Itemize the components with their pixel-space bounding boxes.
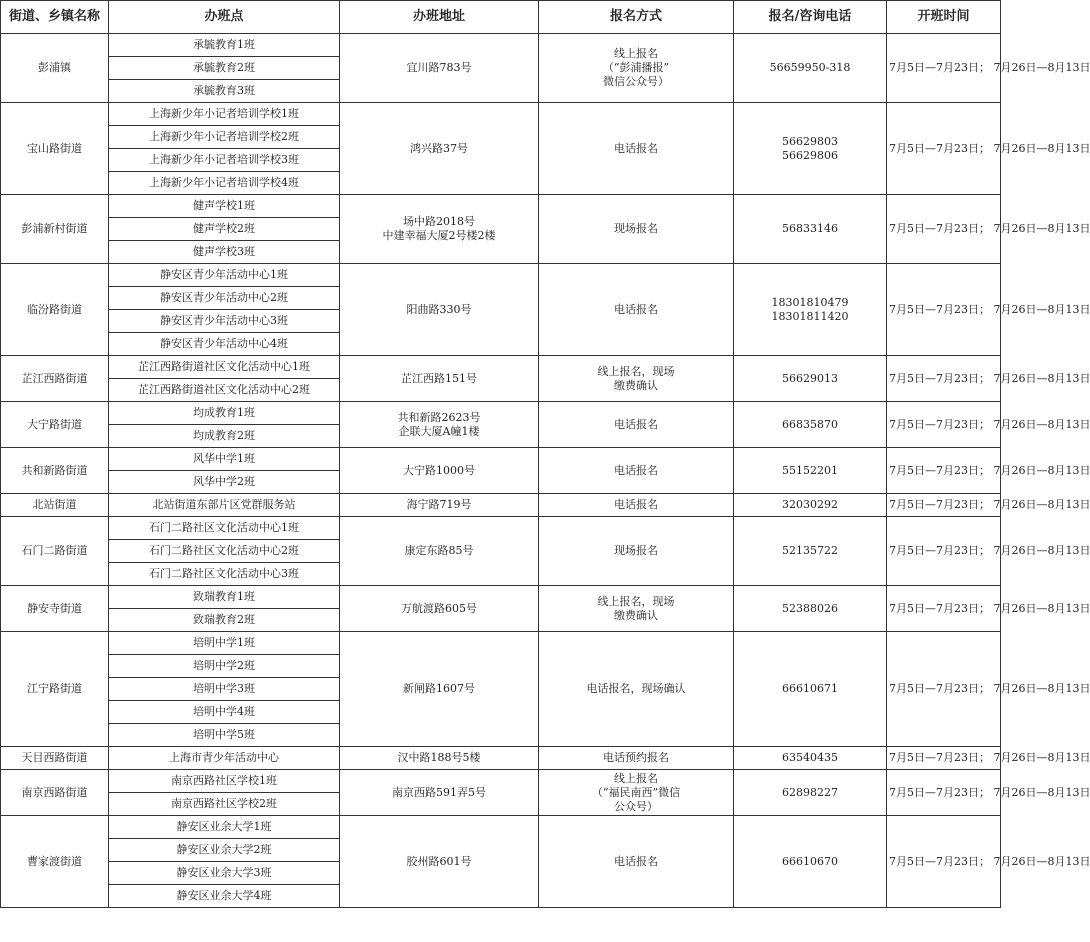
period-cell: 7月5日—7月23日； 7月26日—8月13日 [887,586,1001,632]
table-row [1,494,1001,517]
method-cell: 电话报名 [539,402,734,448]
table-row [1,816,1001,839]
address-cell: 共和新路2623号 企联大厦A幢1楼 [340,402,539,448]
address-cell: 南京西路591弄5号 [340,770,539,816]
table-row [1,34,1001,57]
district-cell: 北站街道 [1,494,109,517]
period-cell: 7月5日—7月23日； 7月26日—8月13日 [887,34,1001,103]
phone-cell: 18301810479 18301811420 [734,264,887,356]
address-cell: 汉中路188号5楼 [340,747,539,770]
site-cell: 承毓教育1班 [109,34,340,57]
phone-cell: 56659950-318 [734,34,887,103]
header-method: 报名方式 [539,1,734,34]
header-site: 办班点 [109,1,340,34]
address-cell: 胶州路601号 [340,816,539,908]
district-cell: 大宁路街道 [1,402,109,448]
phone-cell: 55152201 [734,448,887,494]
phone-cell: 32030292 [734,494,887,517]
period-cell: 7月5日—7月23日； 7月26日—8月13日 [887,494,1001,517]
method-cell: 现场报名 [539,517,734,586]
district-cell: 天目西路街道 [1,747,109,770]
site-cell: 上海新少年小记者培训学校2班 [109,126,340,149]
site-cell: 健声学校2班 [109,218,340,241]
address-cell: 海宁路719号 [340,494,539,517]
site-cell: 致瑞教育2班 [109,609,340,632]
site-cell: 静安区业余大学4班 [109,885,340,908]
table-row [1,448,1001,471]
site-cell: 风华中学2班 [109,471,340,494]
site-cell: 风华中学1班 [109,448,340,471]
district-cell: 芷江西路街道 [1,356,109,402]
period-cell: 7月5日—7月23日； 7月26日—8月13日 [887,195,1001,264]
period-cell: 7月5日—7月23日； 7月26日—8月13日 [887,517,1001,586]
district-cell: 江宁路街道 [1,632,109,747]
method-cell: 线上报名 （“福民南西”微信 公众号） [539,770,734,816]
table-body [1,34,1090,908]
table-row [1,402,1001,425]
site-cell: 南京西路社区学校2班 [109,793,340,816]
method-cell: 线上报名，现场 缴费确认 [539,586,734,632]
phone-cell: 56629803 56629806 [734,103,887,195]
district-cell: 石门二路街道 [1,517,109,586]
phone-cell: 63540435 [734,747,887,770]
table-row [1,356,1001,379]
site-cell: 致瑞教育1班 [109,586,340,609]
site-cell: 健声学校3班 [109,241,340,264]
phone-cell: 56629013 [734,356,887,402]
header-phone: 报名/咨询电话 [734,1,887,34]
method-cell: 线上报名，现场 缴费确认 [539,356,734,402]
site-cell: 芷江西路街道社区文化活动中心1班 [109,356,340,379]
phone-cell: 62898227 [734,770,887,816]
period-cell: 7月5日—7月23日； 7月26日—8月13日 [887,356,1001,402]
method-cell: 电话报名 [539,448,734,494]
period-cell: 7月5日—7月23日； 7月26日—8月13日 [887,264,1001,356]
site-cell: 培明中学1班 [109,632,340,655]
district-cell: 宝山路街道 [1,103,109,195]
header-district: 街道、乡镇名称 [1,1,109,34]
site-cell: 静安区青少年活动中心4班 [109,333,340,356]
site-cell: 承毓教育2班 [109,57,340,80]
method-cell: 电话报名 [539,816,734,908]
address-cell: 康定东路85号 [340,517,539,586]
period-cell: 7月5日—7月23日； 7月26日—8月13日 [887,402,1001,448]
phone-cell: 56833146 [734,195,887,264]
site-cell: 静安区业余大学3班 [109,862,340,885]
address-cell: 芷江西路151号 [340,356,539,402]
site-cell: 均成教育2班 [109,425,340,448]
phone-cell: 66610671 [734,632,887,747]
site-cell: 培明中学3班 [109,678,340,701]
method-cell: 电话报名，现场确认 [539,632,734,747]
phone-cell: 66610670 [734,816,887,908]
address-cell: 场中路2018号 中建幸福大厦2号楼2楼 [340,195,539,264]
site-cell: 静安区青少年活动中心1班 [109,264,340,287]
period-cell: 7月5日—7月23日； 7月26日—8月13日 [887,448,1001,494]
site-cell: 石门二路社区文化活动中心1班 [109,517,340,540]
phone-cell: 52135722 [734,517,887,586]
address-cell: 鸿兴路37号 [340,103,539,195]
district-cell: 彭浦新村街道 [1,195,109,264]
site-cell: 南京西路社区学校1班 [109,770,340,793]
site-cell: 静安区业余大学1班 [109,816,340,839]
address-cell: 宜川路783号 [340,34,539,103]
table-row [1,517,1001,540]
header-row [1,1,1001,34]
site-cell: 上海新少年小记者培训学校3班 [109,149,340,172]
phone-cell: 52388026 [734,586,887,632]
site-cell: 培明中学5班 [109,724,340,747]
site-cell: 均成教育1班 [109,402,340,425]
table-row [1,586,1001,609]
site-cell: 石门二路社区文化活动中心2班 [109,540,340,563]
address-cell: 阳曲路330号 [340,264,539,356]
district-cell: 临汾路街道 [1,264,109,356]
district-cell: 静安寺街道 [1,586,109,632]
method-cell: 电话报名 [539,494,734,517]
table-row [1,195,1001,218]
site-cell: 上海新少年小记者培训学校4班 [109,172,340,195]
site-cell: 承毓教育3班 [109,80,340,103]
header-address: 办班地址 [340,1,539,34]
site-cell: 静安区青少年活动中心3班 [109,310,340,333]
site-cell: 北站街道东部片区党群服务站 [109,494,340,517]
table-row [1,632,1001,655]
table-row [1,770,1001,793]
site-cell: 培明中学2班 [109,655,340,678]
table-row [1,264,1001,287]
site-cell: 静安区业余大学2班 [109,839,340,862]
period-cell: 7月5日—7月23日； 7月26日—8月13日 [887,632,1001,747]
method-cell: 电话报名 [539,103,734,195]
table-row [1,103,1001,126]
period-cell: 7月5日—7月23日； 7月26日—8月13日 [887,816,1001,908]
address-cell: 大宁路1000号 [340,448,539,494]
method-cell: 电话报名 [539,264,734,356]
method-cell: 线上报名 （“彭浦播报” 微信公众号） [539,34,734,103]
site-cell: 上海新少年小记者培训学校1班 [109,103,340,126]
header-period: 开班时间 [887,1,1001,34]
method-cell: 现场报名 [539,195,734,264]
site-cell: 上海市青少年活动中心 [109,747,340,770]
district-cell: 共和新路街道 [1,448,109,494]
period-cell: 7月5日—7月23日； 7月26日—8月13日 [887,103,1001,195]
period-cell: 7月5日—7月23日； 7月26日—8月13日 [887,747,1001,770]
table-row [1,747,1001,770]
period-cell: 7月5日—7月23日； 7月26日—8月13日 [887,770,1001,816]
site-cell: 石门二路社区文化活动中心3班 [109,563,340,586]
site-cell: 芷江西路街道社区文化活动中心2班 [109,379,340,402]
district-cell: 曹家渡街道 [1,816,109,908]
district-cell: 南京西路街道 [1,770,109,816]
site-cell: 培明中学4班 [109,701,340,724]
address-cell: 新闸路1607号 [340,632,539,747]
district-cell: 彭浦镇 [1,34,109,103]
method-cell: 电话预约报名 [539,747,734,770]
address-cell: 万航渡路605号 [340,586,539,632]
site-cell: 健声学校1班 [109,195,340,218]
phone-cell: 66835870 [734,402,887,448]
site-cell: 静安区青少年活动中心2班 [109,287,340,310]
